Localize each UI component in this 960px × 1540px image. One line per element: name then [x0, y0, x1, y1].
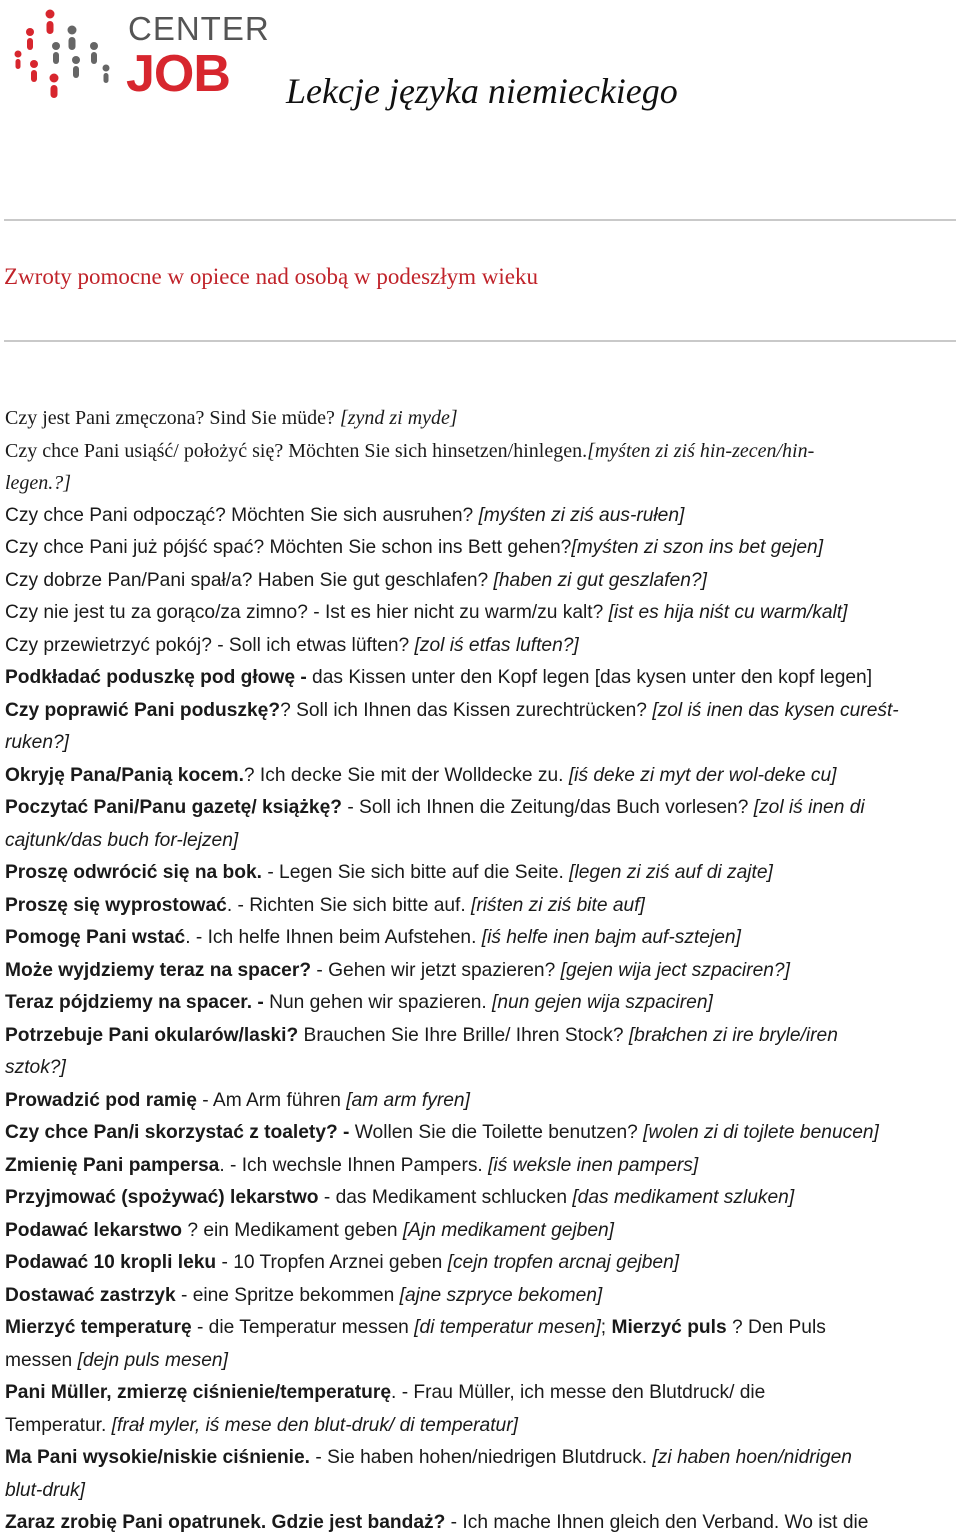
pronunciation-text: [zol iś etfas luften?] [414, 634, 579, 656]
phrase-line [5, 695, 953, 728]
phrase-line [5, 792, 953, 825]
phrase-line [5, 1117, 953, 1150]
section-heading: Zwroty pomocne w opiece nad osobą w podeszłym wieku [4, 264, 538, 289]
phrase-text: Nun gehen wir spazieren. [269, 992, 493, 1013]
phrase-line [5, 467, 953, 500]
polish-phrase-text: Poczytać Pani/Panu gazetę/ książkę? [5, 797, 342, 818]
polish-phrase-text: Pani Müller, zmierzę ciśnienie/temperaturę [5, 1382, 392, 1403]
phrase-line [5, 1052, 953, 1085]
phrase-text: ? Soll ich Ihnen das Kissen zurechtrücken? [280, 699, 653, 721]
phrase-line [5, 500, 953, 533]
polish-phrase-text: Zaraz zrobię Pani opatrunek. Gdzie jest bandaż? [5, 1512, 446, 1533]
phrase-text: Czy chce Pani już pójść spać? [5, 537, 270, 558]
pronunciation-text: sztok?] [5, 1057, 66, 1078]
pronunciation-text: [am arm fyren] [346, 1089, 470, 1111]
pronunciation-text: [zynd zi myde] [339, 407, 458, 429]
phrase-text: ? Ich decke Sie mit der Wolldecke zu. [243, 764, 569, 786]
pronunciation-text: [nun gejen wija szpaciren] [492, 992, 713, 1013]
polish-phrase-text: Proszę się wyprostować [5, 894, 227, 916]
phrase-line [5, 1182, 953, 1215]
phrase-text: . - Frau Müller, ich messe den Blutdruck/ die [391, 1382, 766, 1403]
phrase-text: das Kissen unter den Kopf legen [das kysen unter den kopf legen] [312, 667, 873, 688]
pronunciation-text: blut-druk] [5, 1479, 85, 1501]
polish-phrase-text: Mierzyć puls [611, 1317, 727, 1338]
phrase-line [5, 857, 953, 890]
phrase-text: Czy dobrze Pan/Pani spał/a? [5, 569, 258, 591]
phrase-text: - die Temperatur messen [191, 1317, 415, 1338]
phrase-text: ? Den Puls [726, 1317, 826, 1338]
phrase-line [5, 1215, 953, 1248]
phrase-line [5, 955, 953, 988]
polish-phrase-text: Proszę odwrócić się na bok. [5, 862, 262, 883]
divider-top [4, 219, 956, 221]
phrase-text: Möchten Sie sich hinsetzen/hinlegen. [288, 439, 588, 462]
phrase-line [5, 435, 953, 468]
phrase-line [5, 1150, 953, 1183]
phrase-line [5, 1312, 953, 1345]
phrase-text: - eine Spritze bekommen [175, 1284, 400, 1306]
people-network-logo-icon [10, 4, 120, 100]
phrase-text: Sind Sie müde? [209, 407, 340, 429]
phrase-line [5, 597, 953, 630]
polish-phrase-text: Dostawać zastrzyk [5, 1284, 176, 1306]
phrase-text: ; [600, 1317, 612, 1338]
pronunciation-text: ruken?] [5, 732, 69, 753]
pronunciation-text: [myśten zi ziś aus-rułen] [478, 504, 685, 526]
phrase-line [5, 987, 953, 1020]
phrase-text: - Legen Sie sich bitte auf die Seite. [261, 862, 570, 883]
phrase-text: Czy nie jest tu za gorąco/za zimno? [5, 602, 314, 623]
phrase-list [5, 402, 953, 1540]
phrase-text: - Ist es hier nicht zu warm/zu kalt? [313, 602, 609, 623]
pronunciation-text: [iś deke zi myt der wol-deke cu] [568, 764, 837, 786]
phrase-line [5, 825, 953, 858]
polish-phrase-text: Podkładać poduszkę pod głowę - [5, 667, 313, 688]
polish-phrase-text: Mierzyć temperaturę [5, 1317, 192, 1338]
phrase-text: - 10 Tropfen Arznei geben [216, 1252, 448, 1273]
pronunciation-text: [wolen zi di tojlete benucen] [643, 1122, 879, 1143]
pronunciation-text: [iś helfe inen bajm auf-sztejen] [481, 927, 741, 948]
polish-phrase-text: Czy chce Pan/i skorzystać z toalety? - [5, 1122, 355, 1143]
phrase-text: Czy przewietrzyć pokój? [5, 634, 218, 656]
phrase-text: Wollen Sie die Toilette benutzen? [354, 1122, 644, 1143]
pronunciation-text: [zi haben hoen/nidrigen [652, 1447, 852, 1468]
polish-phrase-text: Prowadzić pod ramię [5, 1089, 197, 1111]
phrase-line [5, 890, 953, 923]
pronunciation-text: legen.?] [5, 472, 72, 494]
phrase-text: - Gehen wir jetzt spazieren? [311, 959, 561, 981]
phrase-text: . - Ich helfe Ihnen beim Aufstehen. [185, 927, 482, 948]
polish-phrase-text: Teraz pójdziemy na spacer. - [5, 992, 270, 1013]
pronunciation-text: [brałchen zi ire bryle/iren [628, 1024, 838, 1046]
phrase-text: Czy chce Pani odpocząć? [5, 504, 232, 526]
pronunciation-text: [dejn puls mesen] [77, 1349, 228, 1371]
phrase-line [5, 1442, 953, 1475]
phrase-text: Temperatur. [5, 1414, 112, 1436]
phrase-text: - das Medikament schlucken [318, 1187, 573, 1208]
polish-phrase-text: Przyjmować (spożywać) lekarstwo [5, 1187, 319, 1208]
phrase-line [5, 922, 953, 955]
phrase-text: . - Richten Sie sich bitte auf. [226, 894, 472, 916]
phrase-text: Haben Sie gut geschlafen? [257, 569, 494, 591]
phrase-text: - Soll ich Ihnen die Zeitung/das Buch vorlesen? [342, 797, 754, 818]
pronunciation-text: [zol iś inen di [753, 797, 865, 818]
phrase-text: Czy chce Pani usiąść/ położyć się? [5, 439, 289, 462]
pronunciation-text: [legen zi ziś auf di zajte] [569, 862, 773, 883]
polish-phrase-text: Ma Pani wysokie/niskie ciśnienie. [5, 1447, 311, 1468]
pronunciation-text: [di temperatur mesen] [414, 1317, 601, 1338]
pronunciation-text: [myśten zi szon ins bet gejen] [571, 537, 824, 558]
logo-wordmark-center: CENTER [128, 10, 270, 47]
phrase-line [5, 662, 953, 695]
phrase-line [5, 532, 953, 565]
pronunciation-text: [gejen wija ject szpaciren?] [560, 959, 790, 981]
pronunciation-text: [frał myler, iś mese den blut-druk/ di temperatur] [111, 1414, 518, 1436]
phrase-line [5, 565, 953, 598]
polish-phrase-text: Może wyjdziemy teraz na spacer? [5, 959, 312, 981]
phrase-text: ? ein Medikament geben [182, 1219, 403, 1241]
pronunciation-text: [ajne szpryce bekomen] [399, 1284, 603, 1306]
phrase-line [5, 1020, 953, 1053]
phrase-text: - Am Arm führen [196, 1089, 347, 1111]
phrase-text: Czy jest Pani zmęczona? [5, 407, 210, 429]
phrase-line [5, 630, 953, 663]
polish-phrase-text: Zmienię Pani pampersa [5, 1154, 220, 1176]
polish-phrase-text: Podawać 10 kropli leku [5, 1252, 217, 1273]
polish-phrase-text: Pomogę Pani wstać [5, 927, 186, 948]
center-job-logo [10, 4, 270, 103]
polish-phrase-text: Czy poprawić Pani poduszkę? [5, 699, 281, 721]
divider-bottom [4, 340, 956, 342]
pronunciation-text: [haben zi gut geszlafen?] [493, 569, 707, 591]
pronunciation-text: [Ajn medikament gejben] [402, 1219, 615, 1241]
polish-phrase-text: Okryję Pana/Panią kocem. [5, 764, 244, 786]
phrase-text: - Sie haben hohen/niedrigen Blutdruck. [310, 1447, 653, 1468]
phrase-text: Möchten Sie schon ins Bett gehen? [269, 537, 572, 558]
pronunciation-text: [das medikament szluken] [572, 1187, 795, 1208]
pronunciation-text: [zol iś inen das kysen cureśt- [652, 699, 899, 721]
pronunciation-text: [ist es hija niśt cu warm/kalt] [608, 602, 848, 623]
phrase-text: messen [5, 1349, 78, 1371]
document-title: Lekcje języka niemieckiego [286, 71, 678, 111]
phrase-line [5, 1475, 953, 1508]
phrase-line [5, 1377, 953, 1410]
pronunciation-text: [riśten zi ziś bite auf] [471, 894, 645, 916]
phrase-text: - Ich mache Ihnen gleich den Verband. Wo ist die [445, 1512, 869, 1533]
phrase-line [5, 1280, 953, 1313]
polish-phrase-text: Potrzebuje Pani okularów/laski? [5, 1024, 299, 1046]
phrase-line [5, 760, 953, 793]
logo-wordmark-job: JOB [126, 45, 230, 103]
phrase-line [5, 727, 953, 760]
pronunciation-text: [cejn tropfen arcnaj gejben] [447, 1252, 680, 1273]
phrase-line [5, 402, 953, 435]
phrase-line [5, 1410, 953, 1443]
phrase-line [5, 1345, 953, 1378]
phrase-text: Möchten Sie sich ausruhen? [231, 504, 479, 526]
phrase-line [5, 1247, 953, 1280]
pronunciation-text: [myśten zi ziś hin-zecen/hin- [587, 439, 815, 462]
pronunciation-text: [iś weksle inen pampers] [488, 1154, 699, 1176]
phrase-text: - Soll ich etwas lüften? [217, 634, 415, 656]
phrase-line [5, 1085, 953, 1118]
polish-phrase-text: Podawać lekarstwo [5, 1219, 183, 1241]
phrase-text: Brauchen Sie Ihre Brille/ Ihren Stock? [298, 1024, 629, 1046]
phrase-text: . - Ich wechsle Ihnen Pampers. [219, 1154, 489, 1176]
pronunciation-text: cajtunk/das buch for-lejzen] [5, 829, 239, 851]
